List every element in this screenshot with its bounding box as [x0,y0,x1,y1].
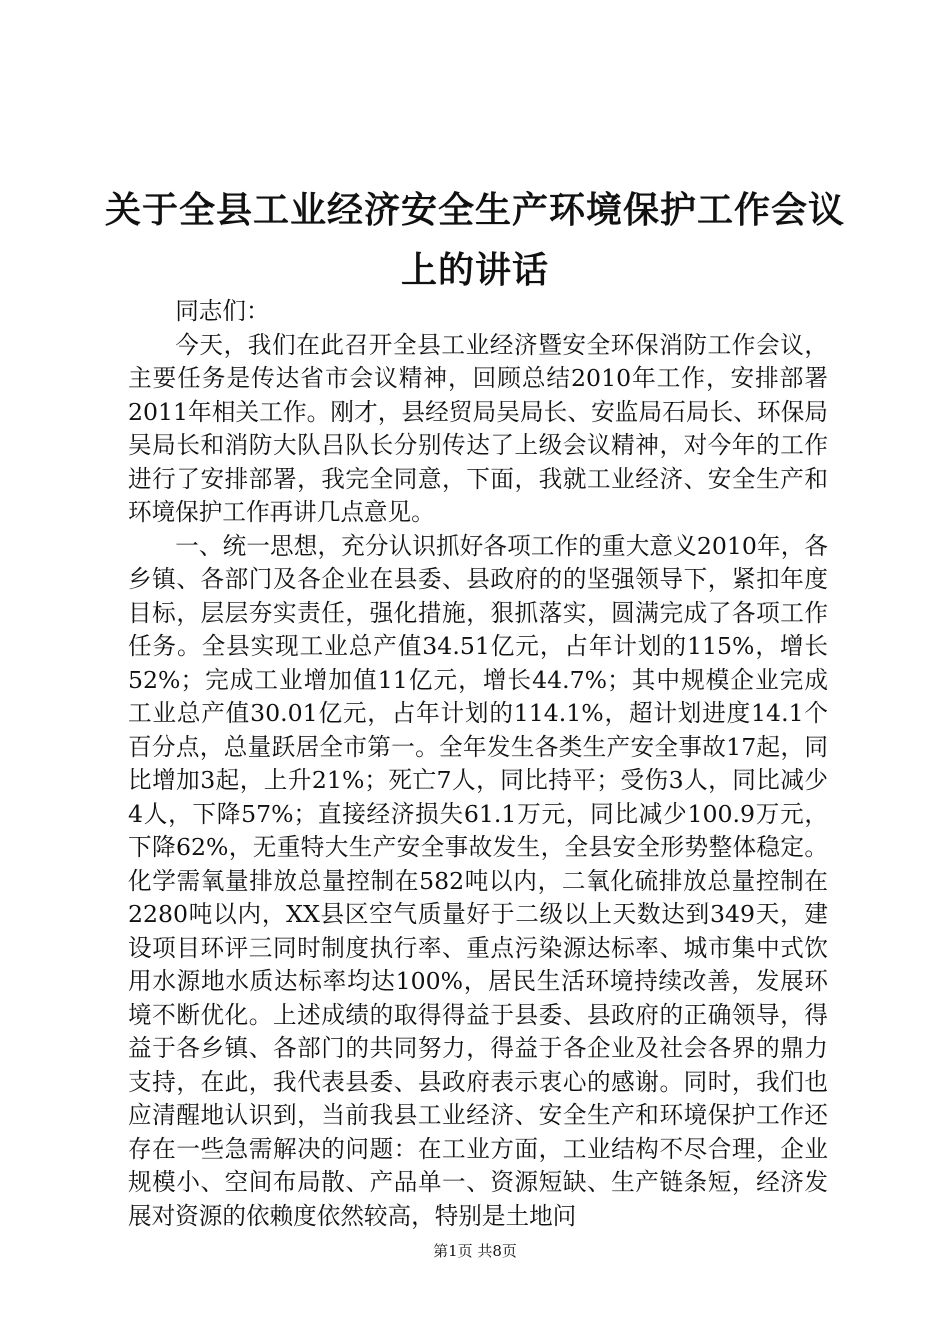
paragraph-opening: 今天，我们在此召开全县工业经济暨安全环保消防工作会议，主要任务是传达省市会议精神，回顾总结2010年工作，安排部署2011年相关工作。刚才，县经贸局吴局长、安监局石局长、环保局吴局长和消防大队吕队长分别传达了上级会议精神，对今年的工作进行了安排部署，我完全同意，下面，我就工业经济、安全生产和环境保护工作再讲几点意见。 [128,330,828,526]
salutation: 同志们： [175,297,270,325]
document-title-line-1: 关于全县工业经济安全生产环境保护工作会议 [104,190,845,231]
document-title-line-2: 上的讲话 [400,250,549,291]
paragraph-section-one: 一、统一思想，充分认识抓好各项工作的重大意义2010年，各乡镇、各部门及各企业在县委、县政府的的坚强领导下，紧扣年度目标，层层夯实责任，强化措施，狠抓落实，圆满完成了各项工作任务。全县实现工业总产值34.51亿元，占年计划的115%，增长52%；完成工业增加值11亿元，增长44.7%；其中规模企业完成工业总产值30.01亿元，占年计划的114.1%，超计划进度14.1个百分点，总量跃居全市第一。全年发生各类生产安全事故17起，同比增加3起，上升21%；死亡7人，同比持平；受伤3人，同比减少4人，下降57%；直接经济损失61.1万元，同比减少100.9万元，下降62%，无重特大生产安全事故发生，全县安全形势整体稳定。化学需氧量排放总量控制在582吨以内，二氧化硫排放总量控制在2280吨以内，XX县区空气质量好于二级以上天数达到349天，建设项目环评三同时制度执行率、重点污染源达标率、城市集中式饮用水源地水质达标率均达100%，居民生活环境持续改善，发展环境不断优化。上述成绩的取得得益于县委、县政府的正确领导，得益于各乡镇、各部门的共同努力，得益于各企业及社会各界的鼎力支持，在此，我代表县委、县政府表示衷心的感谢。同时，我们也应清醒地认识到，当前我县工业经济、安全生产和环境保护工作还存在一些急需解决的问题：在工业方面，工业结构不尽合理，企业规模小、空间布局散、产品单一、资源短缺、生产链条短，经济发展对资源的依赖度依然较高，特别是土地问 [128,531,828,1230]
page-footer: 第1页 共8页 [433,1242,517,1260]
document-body [128,295,828,1233]
